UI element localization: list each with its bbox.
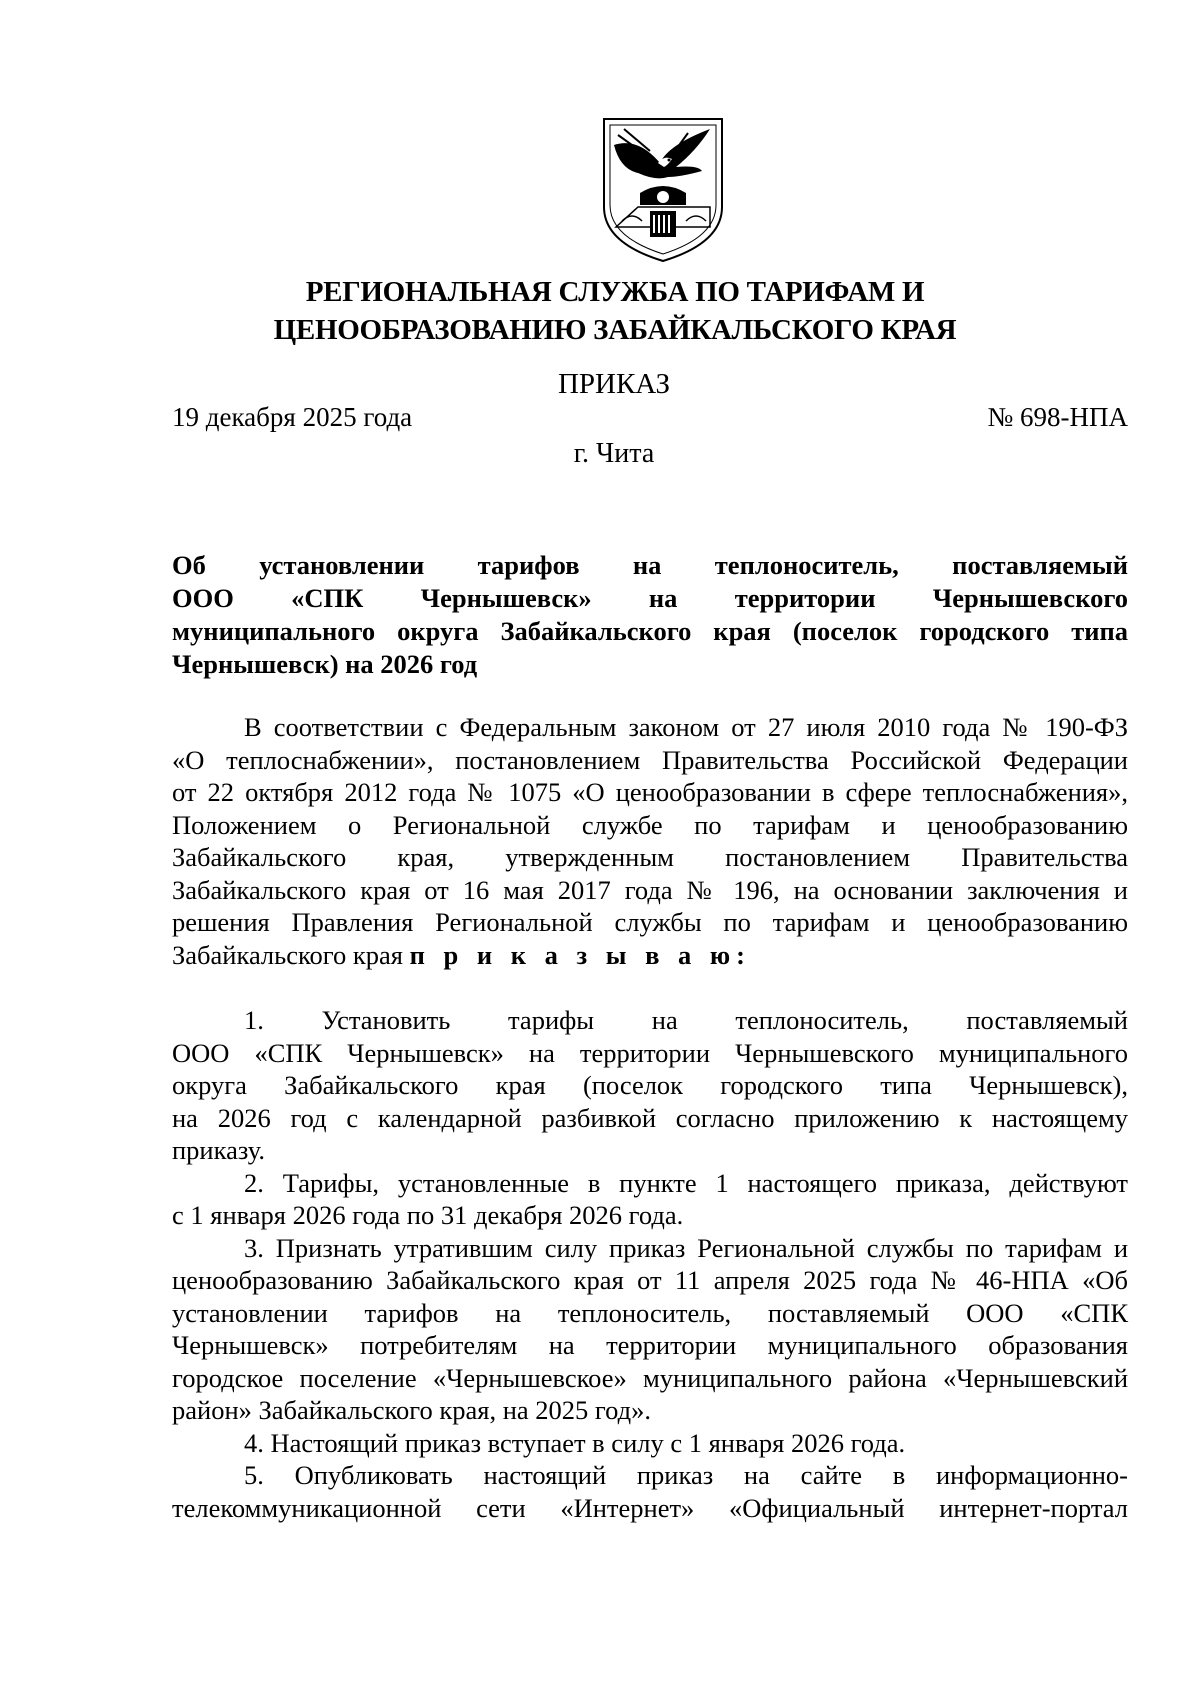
subject-line: Чернышевск) на 2026 год <box>172 649 478 679</box>
item-line: ООО «СПК Чернышевск» на территории Чернышевского муниципального <box>172 1037 1128 1068</box>
item-line: 4. Настоящий приказ вступает в силу с 1 января 2026 года. <box>244 1427 906 1458</box>
item-line: городское поселение «Чернышевское» муниципального района «Чернышевский <box>172 1362 1128 1393</box>
preamble-line: решения Правления Региональной службы по тарифам и ценообразованию <box>172 907 1128 937</box>
preamble-last-line <box>172 939 1128 972</box>
organization-title <box>170 273 1060 349</box>
item-line: телекоммуникационной сети «Интернет» «Официальный интернет-портал <box>172 1492 1128 1523</box>
item-line: установлении тарифов на теплоноситель, поставляемый ООО «СПК <box>172 1297 1128 1328</box>
item-line: Чернышевск» потребителям на территории муниципального образования <box>172 1330 1128 1360</box>
subject-line: Об установлении тарифов на теплоноситель, поставляемый <box>172 550 1128 580</box>
item-line: 2. Тарифы, установленные в пункте 1 настоящего приказа, действуют <box>244 1167 1128 1198</box>
document-type: ПРИКАЗ <box>557 368 671 400</box>
item-line: 5. Опубликовать настоящий приказ на сайте в информационно- <box>244 1460 1128 1490</box>
document-date: 19 декабря 2025 года <box>172 402 413 432</box>
item-line: ценообразованию Забайкальского края от 11 апреля 2025 года № 46-НПА «Об <box>172 1265 1128 1295</box>
order-items <box>172 1004 1128 1524</box>
organization-title-line-2: ЦЕНООБРАЗОВАНИЮ ЗАБАЙКАЛЬСКОГО КРАЯ <box>273 314 957 346</box>
preamble <box>172 711 1128 971</box>
item-line: 3. Признать утратившим силу приказ Региональной службы по тарифам и <box>244 1232 1128 1263</box>
coat-of-arms-icon <box>598 115 728 265</box>
item-line: приказу. <box>172 1135 265 1165</box>
item-line: 1. Установить тарифы на теплоноситель, поставляемый <box>244 1005 1128 1035</box>
document-subject <box>172 549 1128 681</box>
item-line: округа Забайкальского края (поселок городского типа Чернышевск), <box>172 1070 1128 1100</box>
preamble-line: Положением о Региональной службе по тарифам и ценообразованию <box>172 809 1128 840</box>
item-line: район» Забайкальского края, на 2025 год». <box>172 1395 651 1425</box>
preamble-line: «О теплоснабжении», постановлением Правительства Российской Федерации <box>172 744 1128 775</box>
preamble-tail: Забайкальского края <box>172 939 403 970</box>
item-line: на 2026 год с календарной разбивкой согласно приложению к настоящему <box>172 1102 1128 1133</box>
subject-line: ООО «СПК Чернышевск» на территории Чернышевского <box>172 583 1128 613</box>
preamble-line: от 22 октября 2012 года № 1075 «О ценообразовании в сфере теплоснабжения», <box>172 777 1128 807</box>
item-line: с 1 января 2026 года по 31 декабря 2026 года. <box>172 1200 684 1230</box>
organization-title-line-1: РЕГИОНАЛЬНАЯ СЛУЖБА ПО ТАРИФАМ И <box>305 276 925 308</box>
preamble-line: Забайкальского края от 16 мая 2017 года № 196, на основании заключения и <box>172 874 1128 905</box>
preamble-line: В соответствии с Федеральным законом от 27 июля 2010 года № 190-ФЗ <box>244 712 1128 742</box>
subject-line: муниципального округа Забайкальского края (поселок городского типа <box>172 616 1128 646</box>
document-city: г. Чита <box>573 438 655 469</box>
preamble-line: Забайкальского края, утвержденным постановлением Правительства <box>172 842 1128 872</box>
command-word: п р и к а з ы в а ю: <box>409 939 751 970</box>
document-number: № 698-НПА <box>987 402 1128 432</box>
